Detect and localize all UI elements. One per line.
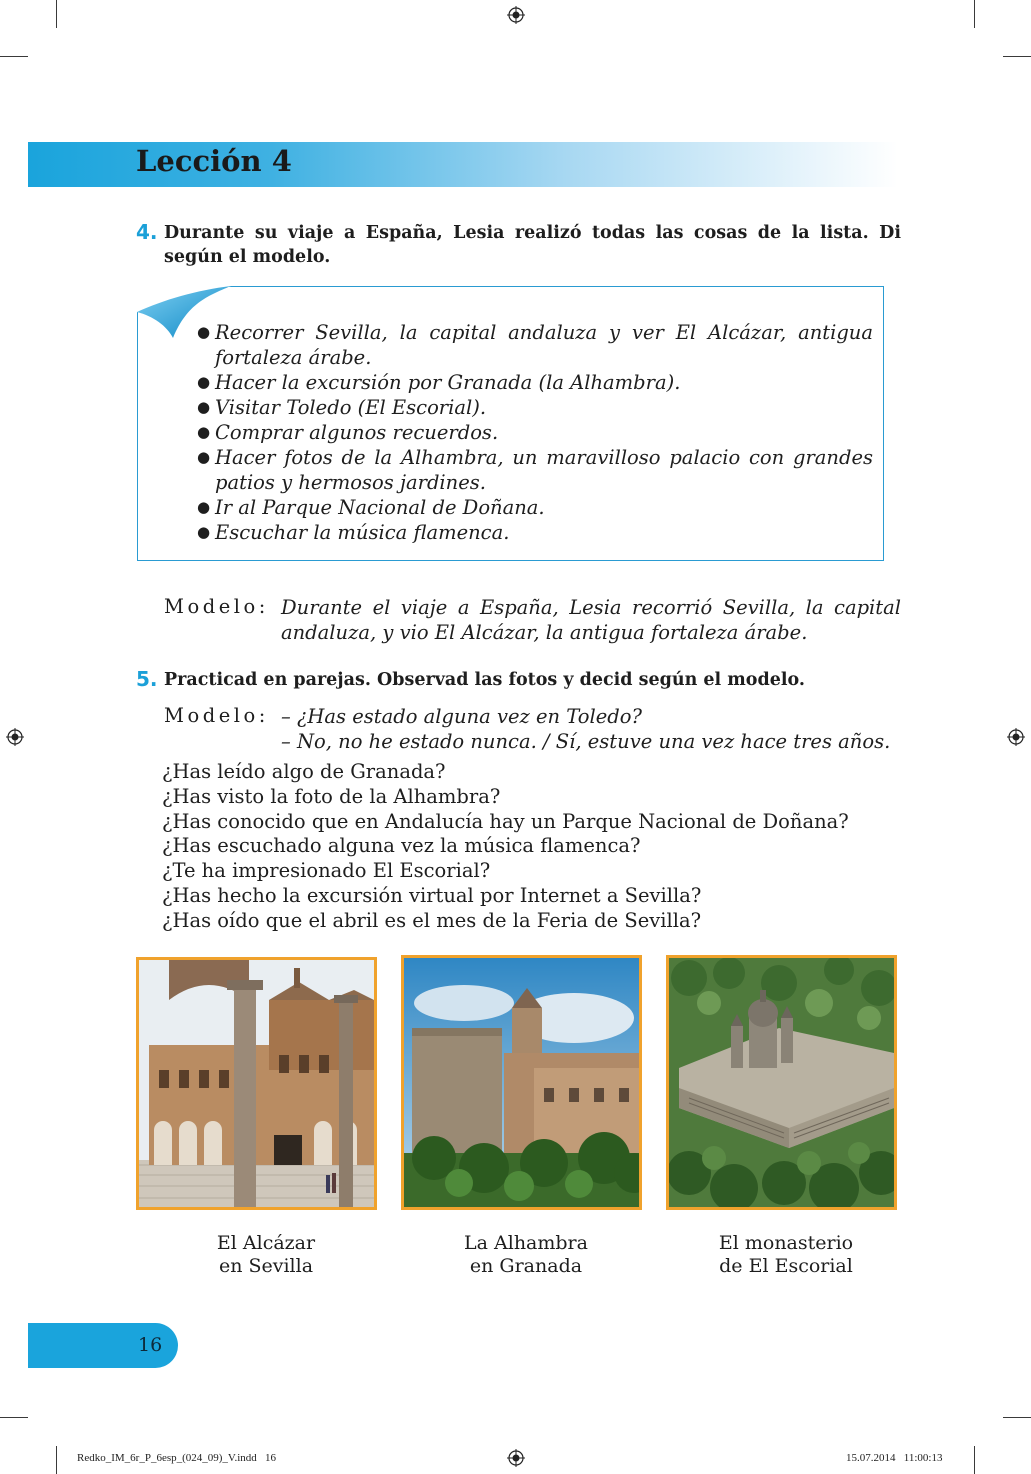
photo-alcazar xyxy=(136,957,377,1210)
crop-mark xyxy=(0,56,28,57)
caption-line: El monasterio xyxy=(718,1232,854,1254)
registration-mark-icon xyxy=(507,1449,525,1467)
registration-mark-icon xyxy=(1007,728,1025,746)
page-number: 16 xyxy=(138,1334,163,1356)
photo-caption xyxy=(196,1232,336,1278)
photo-caption xyxy=(706,1232,866,1278)
crop-mark xyxy=(1003,1417,1031,1418)
model-label: Modelo: xyxy=(164,704,269,727)
list-item: ● Hacer fotos de la Alhambra, un maravilloso palacio con grandes patios y hermosos jardines. xyxy=(197,446,873,494)
crop-mark xyxy=(974,0,975,28)
crop-mark xyxy=(56,0,57,28)
list-item: ¿Has visto la foto de la Alhambra? xyxy=(162,784,501,808)
crop-mark xyxy=(56,1446,57,1474)
lesson-title: Lección 4 xyxy=(136,144,292,178)
model-answer: Durante el viaje a España, Lesia recorrió Sevilla, la capital andaluza, y vio El Alcázar, la antigua fortaleza árabe. xyxy=(281,596,901,644)
list-item: ¿Has hecho la excursión virtual por Internet a Sevilla? xyxy=(162,883,702,907)
footer-timestamp: 15.07.2014 11:00:13 xyxy=(846,1452,943,1464)
list-item: ● Comprar algunos recuerdos. xyxy=(197,421,499,444)
list-item: ● Escuchar la música flamenca. xyxy=(197,521,510,544)
list-item: ● Visitar Toledo (El Escorial). xyxy=(197,396,487,419)
list-item: ● Ir al Parque Nacional de Doñana. xyxy=(197,496,545,519)
question-list xyxy=(162,760,849,934)
photo-caption xyxy=(451,1232,601,1278)
list-item: ¿Has leído algo de Granada? xyxy=(162,760,446,783)
caption-line: en Sevilla xyxy=(218,1255,314,1277)
task-list xyxy=(197,320,873,545)
caption-line: de El Escorial xyxy=(719,1255,853,1277)
registration-mark-icon xyxy=(507,6,525,24)
crop-mark xyxy=(0,1417,28,1418)
registration-mark-icon xyxy=(6,728,24,746)
exercise-5-number: 5. xyxy=(136,667,158,691)
caption-line: El Alcázar xyxy=(216,1232,316,1254)
exercise-5-instruction: Practicad en parejas. Observad las fotos y decid según el modelo. xyxy=(164,670,805,690)
list-item: ¿Has conocido que en Andalucía hay un Parque Nacional de Doñana? xyxy=(162,809,849,833)
photo-el-escorial xyxy=(666,955,897,1210)
footer-filename: Redko_IM_6r_P_6esp_(024_09)_V.indd 16 xyxy=(77,1452,277,1464)
photo-alhambra xyxy=(401,955,642,1210)
caption-line: en Granada xyxy=(469,1255,583,1277)
list-item: ¿Has oído que el abril es el mes de la Feria de Sevilla? xyxy=(162,908,702,932)
model-question: – ¿Has estado alguna vez en Toledo? xyxy=(281,705,642,728)
model-label: Modelo: xyxy=(164,595,269,618)
model-reply: – No, no he estado nunca. / Sí, estuve una vez hace tres años. xyxy=(281,730,891,753)
exercise-4-number: 4. xyxy=(136,220,158,244)
list-item: ● Recorrer Sevilla, la capital andaluza y ver El Alcázar, antigua fortaleza árabe. xyxy=(197,321,873,369)
caption-line: La Alhambra xyxy=(464,1232,588,1254)
crop-mark xyxy=(1003,56,1031,57)
exercise-4-instruction: Durante su viaje a España, Lesia realizó todas las cosas de la lista. Di según el modelo. xyxy=(164,223,901,267)
crop-mark xyxy=(974,1446,975,1474)
list-item: ● Hacer la excursión por Granada (la Alhambra). xyxy=(197,371,681,394)
list-item: ¿Te ha impresionado El Escorial? xyxy=(162,859,491,883)
list-item: ¿Has escuchado alguna vez la música flamenca? xyxy=(162,834,641,858)
